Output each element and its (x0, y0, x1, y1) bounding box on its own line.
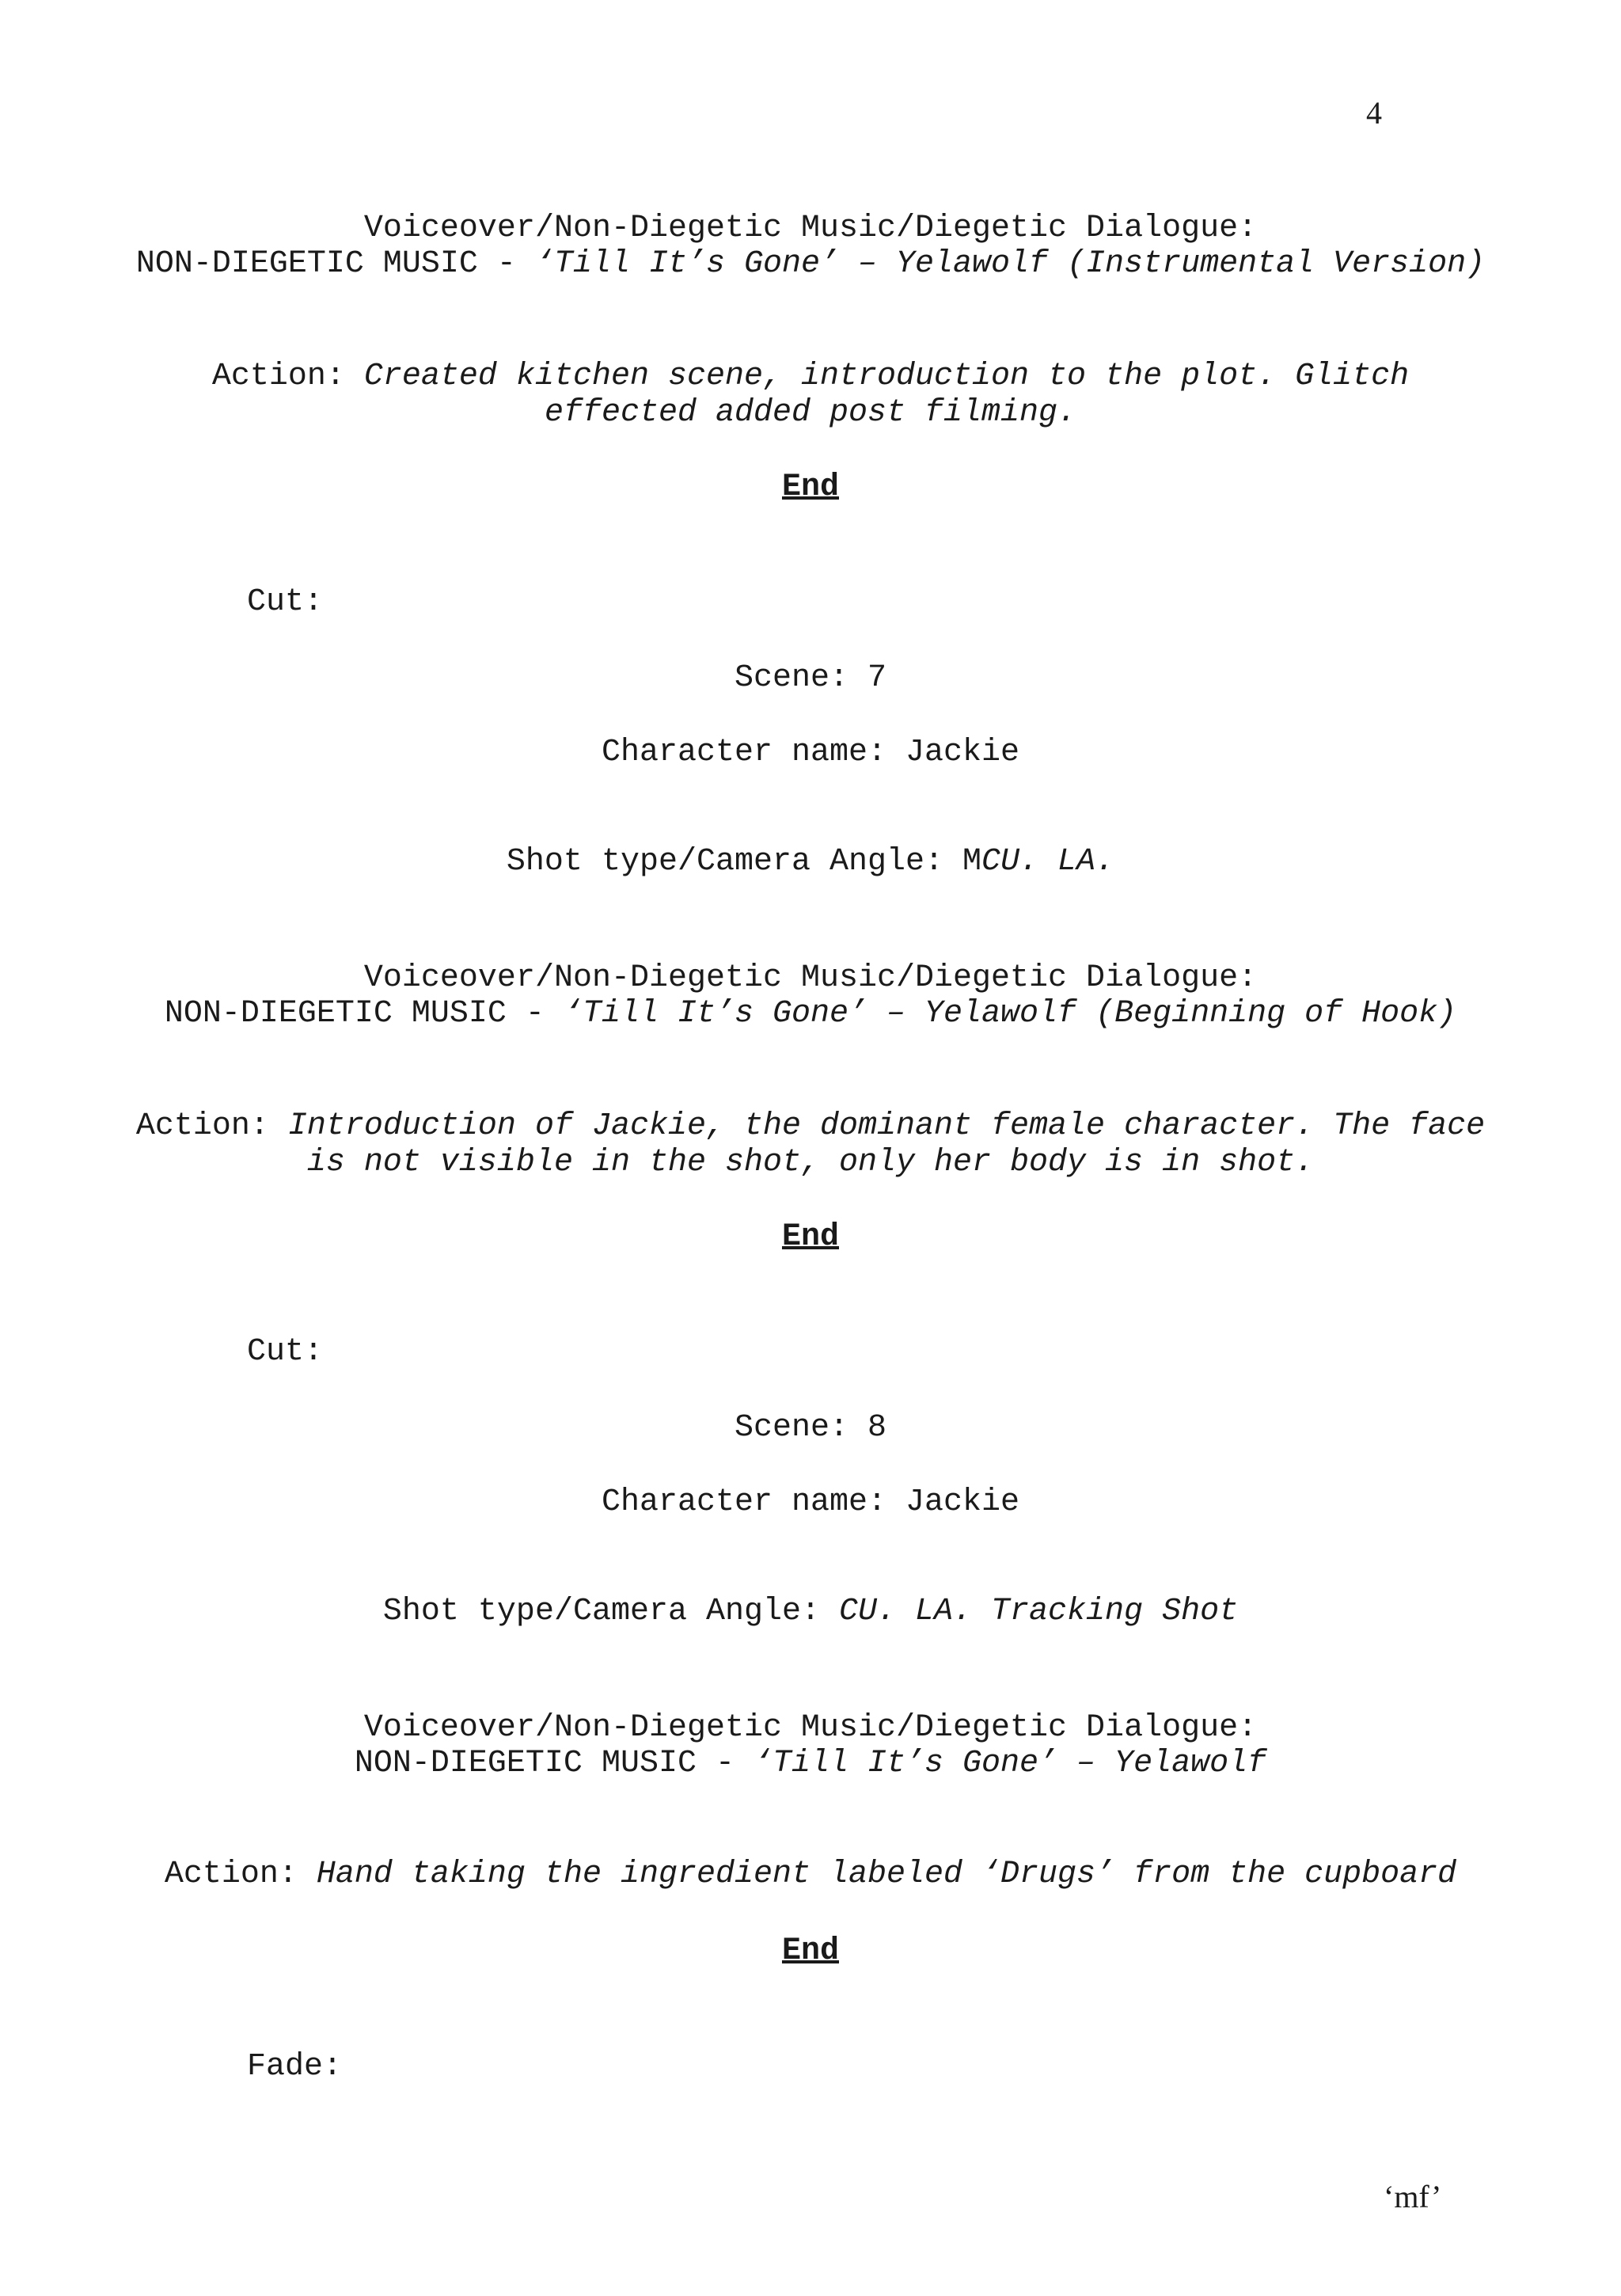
footer-mark: ‘mf’ (1384, 2179, 1442, 2214)
music-line (0, 1746, 1621, 1782)
action-label: Action: (211, 359, 364, 394)
shot-label: Shot type/Camera Angle: (382, 1594, 839, 1629)
scene-number: Scene: 7 (734, 660, 887, 696)
end-marker: End (781, 1933, 839, 1969)
music-line (0, 246, 1621, 283)
shot-type (0, 1594, 1621, 1630)
action-line (0, 1108, 1621, 1145)
end-marker: End (781, 1219, 839, 1255)
voiceover-heading: Voiceover/Non-Diegetic Music/Diegetic Dialogue: (363, 211, 1258, 246)
music-prefix: NON-DIEGETIC MUSIC - (135, 246, 535, 282)
transition-label: Fade: (247, 2049, 343, 2085)
page-number: 4 (1366, 95, 1382, 131)
action-line-continued (0, 395, 1621, 431)
action-label: Action: (135, 1108, 288, 1144)
music-track: ‘Till It’s Gone’ – Yelawolf (753, 1746, 1267, 1781)
music-prefix: NON-DIEGETIC MUSIC - (164, 996, 564, 1032)
shot-type (0, 844, 1621, 880)
voiceover-heading: Voiceover/Non-Diegetic Music/Diegetic Dialogue: (363, 960, 1258, 996)
music-track: ‘Till It’s Gone’ – Yelawolf (Instrumental Version) (534, 246, 1486, 282)
action-text: Introduction of Jackie, the dominant female character. The face (287, 1108, 1486, 1144)
music-prefix: NON-DIEGETIC MUSIC - (354, 1746, 754, 1781)
end-marker: End (781, 469, 839, 505)
action-line (0, 1857, 1621, 1893)
voiceover-heading: Voiceover/Non-Diegetic Music/Diegetic Dialogue: (363, 1710, 1258, 1746)
music-track: ‘Till It’s Gone’ – Yelawolf (Beginning of Hook) (563, 996, 1457, 1032)
action-text: is not visible in the shot, only her body is in shot. (306, 1145, 1315, 1180)
action-label: Action: (164, 1857, 317, 1892)
scene-number: Scene: 8 (734, 1410, 887, 1446)
shot-value: CU. LA. Tracking Shot (839, 1594, 1239, 1629)
action-text: Created kitchen scene, introduction to the plot. Glitch (363, 359, 1410, 394)
character-name: Character name: Jackie (601, 735, 1020, 770)
action-line (0, 359, 1621, 395)
transition-label: Cut: (247, 584, 324, 620)
action-line-continued (0, 1145, 1621, 1181)
action-text: effected added post filming. (544, 395, 1077, 431)
action-text: Hand taking the ingredient labeled ‘Drugs’ from the cupboard (316, 1857, 1457, 1892)
shot-value: CU. LA. (981, 844, 1115, 880)
shot-label: Shot type/Camera Angle: M (506, 844, 982, 880)
transition-label: Cut: (247, 1334, 324, 1370)
music-line (0, 996, 1621, 1032)
character-name: Character name: Jackie (601, 1484, 1020, 1520)
